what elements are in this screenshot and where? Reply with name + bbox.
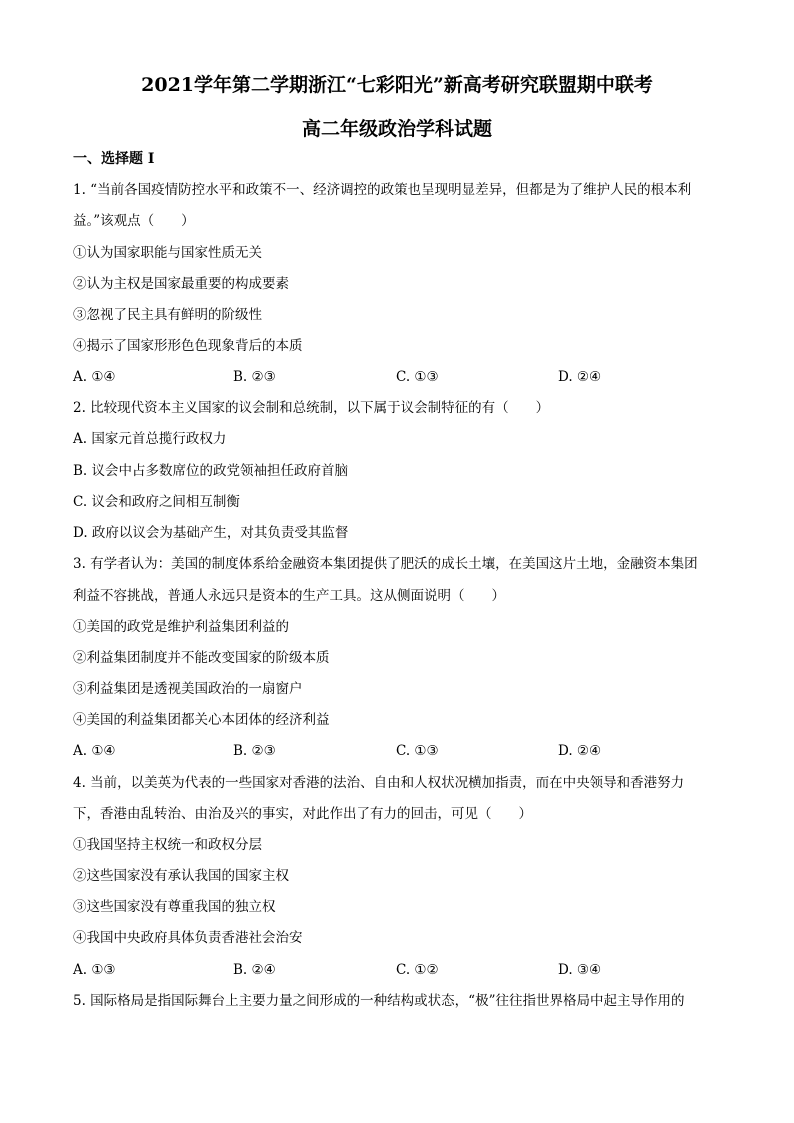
question-1-stem-line-2: 益。”该观点（ ） (73, 213, 195, 229)
question-2-option-d: D. 政府以议会为基础产生，对其负责受其监督 (73, 525, 349, 541)
question-1-option-a: A. ①④ (73, 369, 116, 385)
question-3-option-c: C. ①③ (396, 743, 439, 759)
question-2-option-b: B. 议会中占多数席位的政党领袖担任政府首脑 (73, 463, 349, 479)
question-5-stem-line-1: 5. 国际格局是指国际舞台上主要力量之间形成的一种结构或状态，“极”往往指世界格局中起主导作用的 (73, 993, 685, 1009)
exam-title: 2021学年第二学期浙江“七彩阳光”新高考研究联盟期中联考 (141, 74, 653, 96)
question-4-statement-1: ①我国坚持主权统一和政权分层 (73, 837, 262, 853)
question-3-option-a: A. ①④ (73, 743, 116, 759)
question-1-statement-2: ②认为主权是国家最重要的构成要素 (73, 276, 289, 292)
question-4-stem-line-2: 下，香港由乱转治、由治及兴的事实，对此作出了有力的回击，可见（ ） (73, 806, 532, 822)
question-3-statement-2: ②利益集团制度并不能改变国家的阶级本质 (73, 650, 330, 666)
question-1-option-c: C. ①③ (396, 369, 439, 385)
question-3-option-d: D. ②④ (558, 743, 602, 759)
question-1-stem-line-1: 1. “当前各国疫情防控水平和政策不一、经济调控的政策也呈现明显差异，但都是为了维护人民的根本利 (73, 182, 692, 198)
question-2-option-c: C. 议会和政府之间相互制衡 (73, 494, 240, 510)
exam-subtitle: 高二年级政治学科试题 (301, 118, 492, 140)
question-3-statement-4: ④美国的利益集团都关心本团体的经济利益 (73, 712, 330, 728)
question-3-option-b: B. ②③ (233, 743, 276, 759)
question-1-statement-1: ①认为国家职能与国家性质无关 (73, 245, 262, 261)
question-4-statement-3: ③这些国家没有尊重我国的独立权 (73, 899, 276, 915)
question-1-statement-4: ④揭示了国家形形色色现象背后的本质 (73, 338, 303, 354)
question-1-statement-3: ③忽视了民主具有鲜明的阶级性 (73, 307, 262, 323)
question-1-option-b: B. ②③ (233, 369, 276, 385)
section-heading: 一、选择题 I (73, 151, 155, 167)
question-2-stem: 2. 比较现代资本主义国家的议会制和总统制，以下属于议会制特征的有（ ） (73, 400, 550, 416)
question-4-option-a: A. ①③ (73, 962, 116, 978)
question-4-statement-4: ④我国中央政府具体负责香港社会治安 (73, 930, 303, 946)
question-4-option-b: B. ②④ (233, 962, 276, 978)
question-3-statement-3: ③利益集团是透视美国政治的一扇窗户 (73, 681, 303, 697)
question-4-statement-2: ②这些国家没有承认我国的国家主权 (73, 868, 289, 884)
question-2-option-a: A. 国家元首总揽行政权力 (73, 431, 227, 447)
question-4-option-c: C. ①② (396, 962, 439, 978)
question-3-statement-1: ①美国的政党是维护利益集团利益的 (73, 619, 289, 635)
question-3-stem-line-1: 3. 有学者认为：美国的制度体系给金融资本集团提供了肥沃的成长土壤，在美国这片土地，金融资本集团 (73, 556, 698, 572)
question-4-stem-line-1: 4. 当前，以美英为代表的一些国家对香港的法治、自由和人权状况横加指责，而在中央领导和香港努力 (73, 775, 685, 791)
question-3-stem-line-2: 利益不容挑战，普通人永远只是资本的生产工具。这从侧面说明（ ） (73, 588, 505, 604)
question-4-option-d: D. ③④ (558, 962, 602, 978)
question-1-option-d: D. ②④ (558, 369, 602, 385)
